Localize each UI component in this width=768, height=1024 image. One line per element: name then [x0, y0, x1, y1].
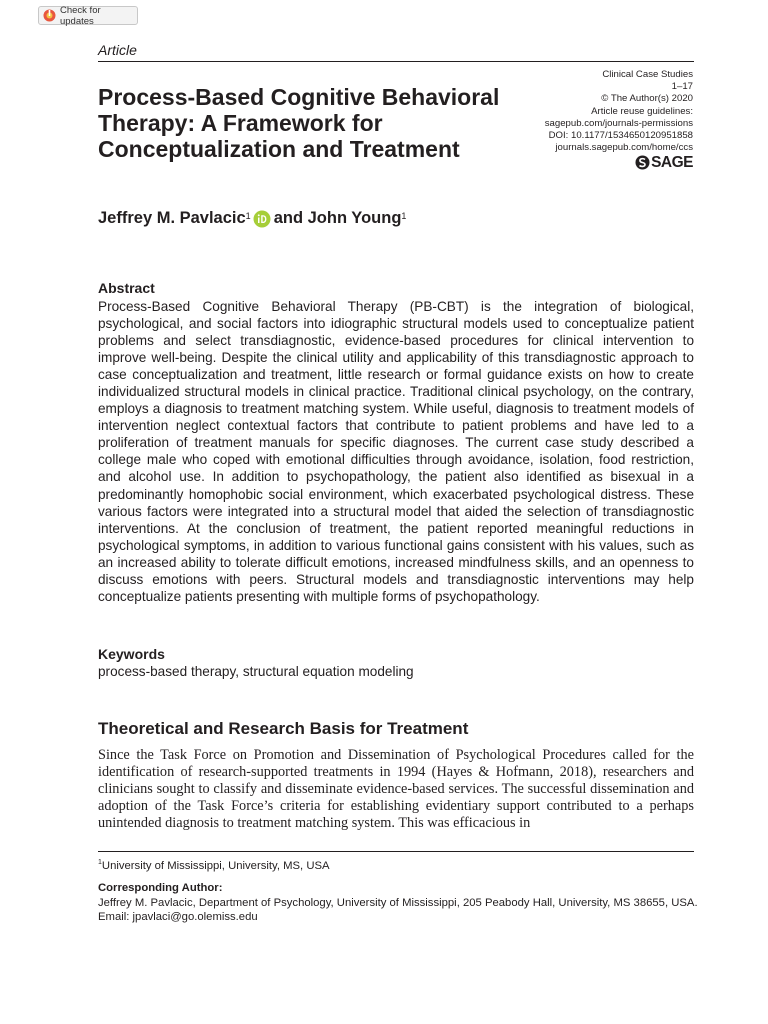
- keywords-heading: Keywords: [98, 646, 165, 662]
- check-for-updates-label: Check for updates: [59, 4, 101, 27]
- page-range: 1–17: [671, 81, 693, 93]
- footnote-rule: [98, 851, 694, 852]
- author-2-name: and John Young: [273, 209, 402, 227]
- article-title: Process-Based Cognitive Behavioral Therapy: A Framework for Conceptualization and Treatment: [98, 84, 500, 162]
- author-2-affiliation-mark: 1: [401, 210, 407, 221]
- author-1-affiliation-mark: 1: [245, 210, 251, 221]
- check-updates-icon: [43, 9, 56, 22]
- journal-home-link[interactable]: journals.sagepub.com/home/ccs: [555, 142, 693, 154]
- affiliation-footnote: [98, 859, 330, 872]
- corresponding-author-label: Corresponding Author:: [98, 882, 223, 894]
- sage-logo-icon: [635, 155, 650, 170]
- keywords-text: process-based therapy, structural equation modeling: [98, 664, 414, 679]
- corresponding-author-email[interactable]: Email: jpavlaci@go.olemiss.edu: [98, 911, 258, 924]
- orcid-icon[interactable]: [253, 210, 271, 228]
- article-type-label: Article: [98, 42, 137, 58]
- copyright: © The Author(s) 2020: [601, 93, 693, 105]
- corresponding-author: [98, 881, 708, 925]
- sage-logo-text: SAGE: [651, 153, 693, 171]
- doi-link[interactable]: DOI: 10.1177/1534650120951858: [548, 130, 693, 142]
- corresponding-author-address: Jeffrey M. Pavlacic, Department of Psychology, University of Mississippi, 205 Peabody Hall, University, MS 38655, USA.: [98, 896, 698, 909]
- sage-logo: [453, 155, 693, 170]
- affiliation-text: University of Mississippi, University, MS, USA: [101, 859, 330, 872]
- abstract-heading: Abstract: [98, 280, 155, 296]
- author-1-name: Jeffrey M. Pavlacic: [98, 209, 246, 227]
- footnote-mark: 1: [98, 859, 102, 866]
- check-for-updates-button[interactable]: [38, 6, 138, 25]
- author-line: [98, 209, 406, 228]
- journal-name: Clinical Case Studies: [602, 69, 693, 80]
- reuse-link[interactable]: sagepub.com/journals-permissions: [544, 117, 693, 129]
- section-heading: Theoretical and Research Basis for Treatment: [98, 719, 469, 738]
- section-body-text: Since the Task Force on Promotion and Dissemination of Psychological Procedures called for the identification of research-supported treatments in 1994 (Hayes & Hofmann, 2018), researchers and clinicians sought to classify and disseminate evidence-based services. The successful dissemination and adoption of the Task Force’s criteria for establishing evidentiary support contributed to a perhaps unintended diagnosis to treatment matching system. This was efficacious in: [98, 747, 694, 832]
- journal-meta: [453, 69, 693, 170]
- abstract-text: Process-Based Cognitive Behavioral Therapy (PB-CBT) is the integration of biological, psychological, and social factors into idiographic structural models used to conceptualize patient problems and select transdiagnostic, evidence-based procedures for clinical intervention to improve well-being. Despite the clinical utility and applicability of this transdiagnostic approach to case conceptualization and treatment, little research or formal guidance exists on how to create individualized structural models in clinical practice. Traditional clinical psychology, on the contrary, employs a diagnosis to treatment matching system. While useful, diagnosis to treatment models of intervention neglect contextual factors that contribute to patient problems and have led to a proliferation of treatment manuals for specific diagnoses. The current case study described a college male who coped with emotional difficulties through avoidance, isolation, food restriction, and alcohol use. In addition to psychopathology, the patient also identified as bisexual in a predominantly homophobic social environment, which exacerbated psychological distress. These various factors were integrated into a structural model that aided the selection of transdiagnostic interventions. At the conclusion of treatment, the patient reported meaningful reductions in psychological symptoms, in addition to various functional gains consistent with his values, such as an increased ability to tolerate difficult emotions, increased mindfulness skills, and an openness to discuss emotions with peers. Structural models and transdiagnostic interventions may help conceptualize patients presenting with multiple forms of psychopathology.: [98, 299, 694, 604]
- header-rule: [98, 61, 694, 62]
- reuse-label: Article reuse guidelines:: [591, 105, 693, 117]
